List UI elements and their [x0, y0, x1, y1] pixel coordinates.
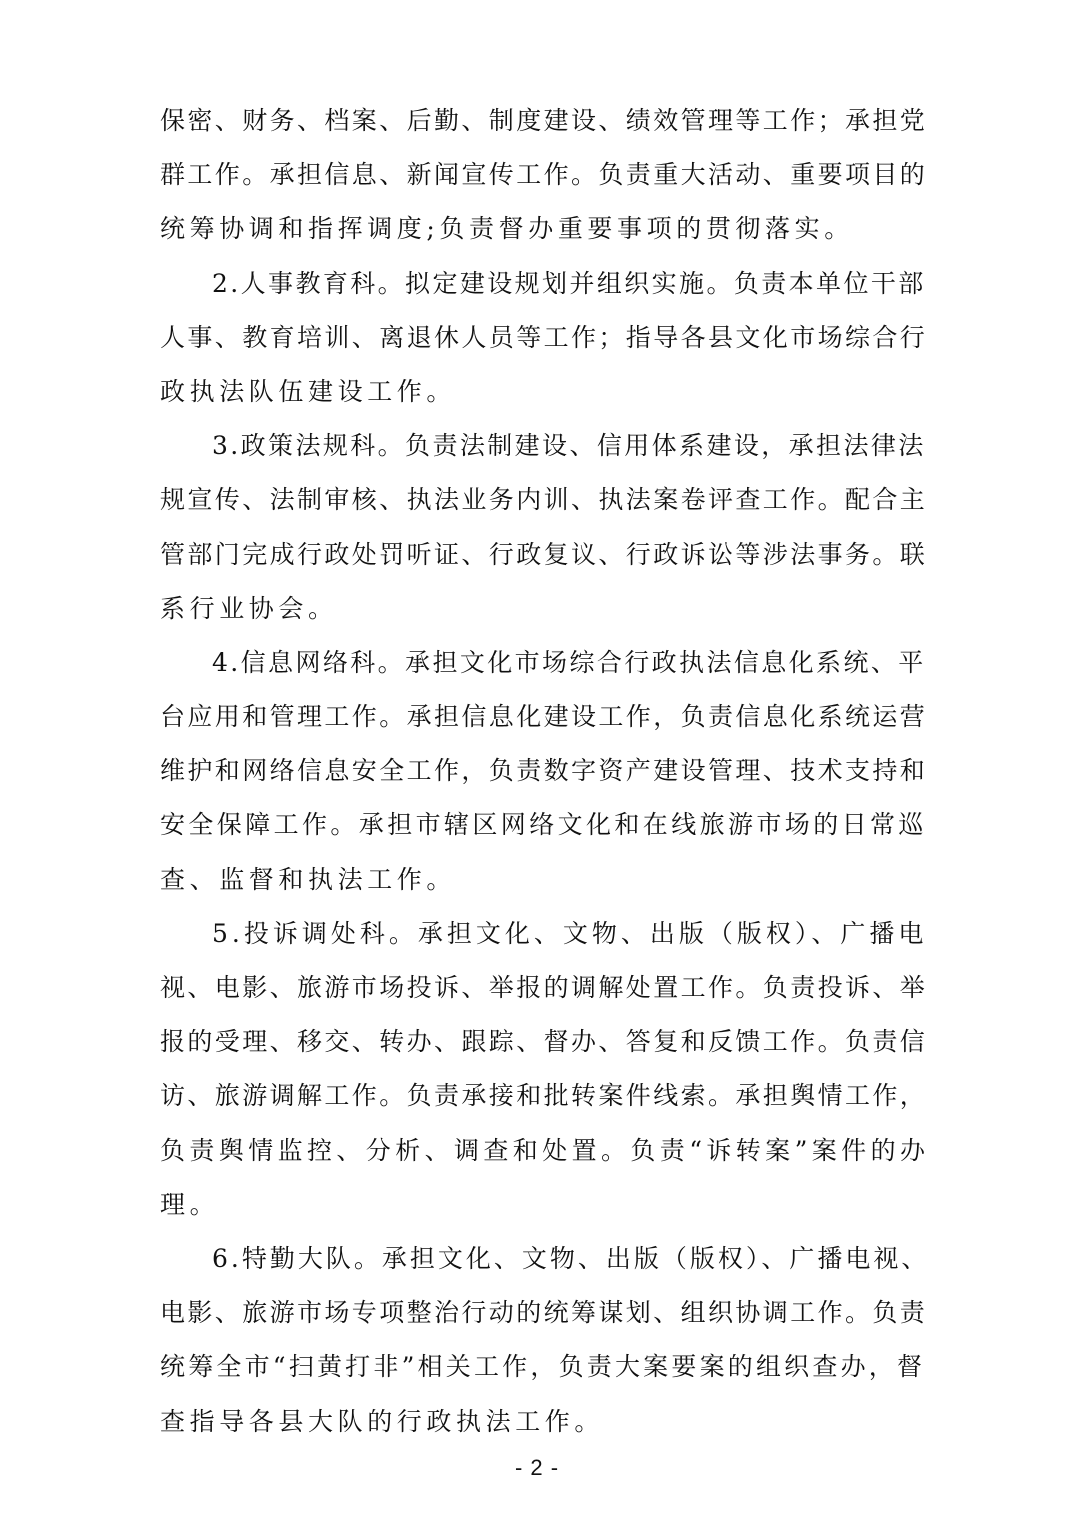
- text-line: 保密、财务、档案、后勤、制度建设、绩效管理等工作；承担党: [160, 106, 928, 135]
- text-line: 群工作。承担信息、新闻宣传工作。负责重大活动、重要项目的: [160, 160, 928, 190]
- paragraph-complaint-handling: [160, 907, 930, 1232]
- paragraph-special-brigade: [160, 1232, 930, 1449]
- text-line: 负责舆情监控、分析、调查和处置。负责“诉转案”案件的办: [160, 1135, 930, 1165]
- text-line: 5.投诉调处科。承担文化、文物、出版（版权）、广播电: [212, 918, 928, 948]
- text-line: 台应用和管理工作。承担信息化建设工作，负责信息化系统运营: [160, 702, 928, 732]
- text-line: 人事、教育培训、离退休人员等工作；指导各县文化市场综合行: [160, 322, 928, 352]
- paragraph-personnel-education: [160, 257, 930, 420]
- text-line: 报的受理、移交、转办、跟踪、督办、答复和反馈工作。负责信: [160, 1027, 928, 1057]
- paragraph-information-network: [160, 636, 930, 907]
- text-line: 理。: [160, 1189, 220, 1219]
- paragraph-office-duties-continued: [160, 94, 930, 257]
- paragraph-policy-regulations: [160, 419, 930, 636]
- page-number: - 2 -: [514, 1455, 560, 1480]
- text-line: 4.信息网络科。承担文化市场综合行政执法信息化系统、平: [212, 647, 926, 677]
- text-line: 3.政策法规科。负责法制建设、信用体系建设，承担法律法: [212, 431, 926, 461]
- text-line: 规宣传、法制审核、执法业务内训、执法案卷评查工作。配合主: [160, 485, 928, 515]
- text-line: 统筹全市“扫黄打非”相关工作，负责大案要案的组织查办，督: [160, 1352, 926, 1382]
- text-line: 政执法队伍建设工作。: [160, 376, 457, 406]
- text-line: 查、监督和执法工作。: [160, 864, 457, 894]
- text-line: 统筹协调和指挥调度;负责督办重要事项的贯彻落实。: [160, 214, 854, 244]
- text-line: 2.人事教育科。拟定建设规划并组织实施。负责本单位干部: [212, 268, 926, 298]
- text-line: 电影、旅游市场专项整治行动的统筹谋划、组织协调工作。负责: [160, 1298, 928, 1328]
- text-line: 系行业协会。: [160, 593, 338, 623]
- text-line: 6.特勤大队。承担文化、文物、出版（版权）、广播电视、: [212, 1243, 930, 1273]
- text-line: 视、电影、旅游市场投诉、举报的调解处置工作。负责投诉、举: [160, 973, 928, 1002]
- text-line: 安全保障工作。承担市辖区网络文化和在线旅游市场的日常巡: [160, 810, 927, 840]
- text-line: 查指导各县大队的行政执法工作。: [160, 1406, 605, 1436]
- text-line: 管部门完成行政处罚听证、行政复议、行政诉讼等涉法事务。联: [160, 539, 928, 569]
- body-text: [160, 94, 930, 1449]
- text-line: 维护和网络信息安全工作，负责数字资产建设管理、技术支持和: [160, 756, 928, 786]
- text-line: 访、旅游调解工作。负责承接和批转案件线索。承担舆情工作，: [160, 1081, 928, 1111]
